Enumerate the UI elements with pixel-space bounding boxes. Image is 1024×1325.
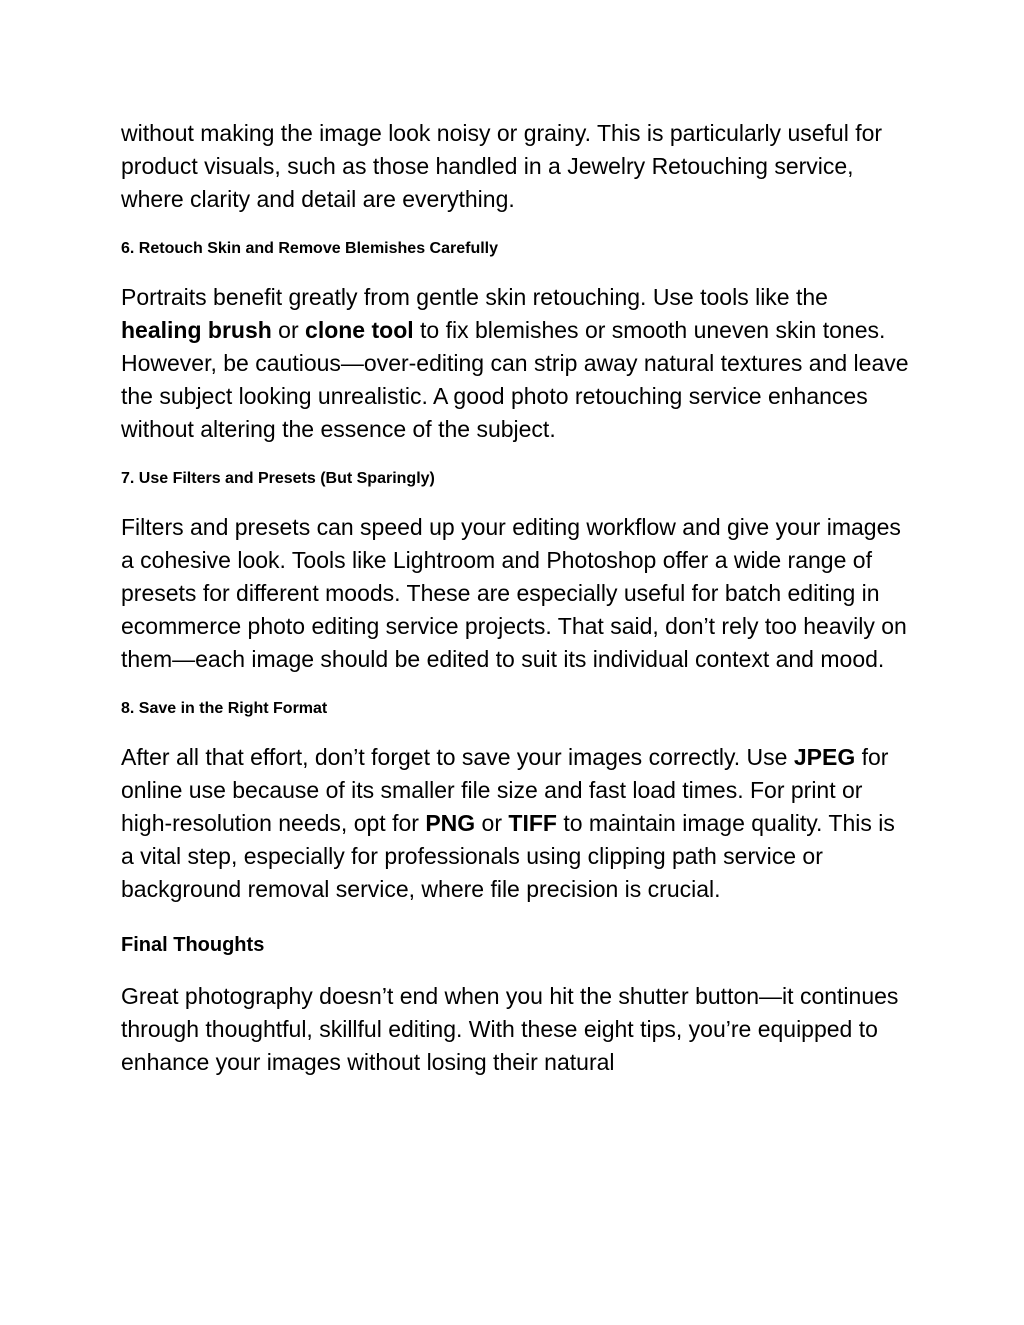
final-thoughts-paragraph: Great photography doesn’t end when you hit the shutter button—it continues through thoughtful, skillful editing. With these eight tips, you’re equipped to enhance your images without losing their natural [121,983,899,1075]
section-6-text-2: or [271,317,306,343]
intro-paragraph: without making the image look noisy or grainy. This is particularly useful for product visuals, such as those handled in a Jewelry Retouching service, where clarity and detail are everything. [121,120,883,212]
section-6-text-3: to fix blemishes or smooth uneven skin tones. However, be cautious—over-editing can strip away natural textures and leave the subject looking unrealistic. A good photo retouching service enhances without altering the essence of the subject. [121,317,909,442]
section-8-text-1: After all that effort, don’t forget to save your images correctly. Use [121,744,794,770]
section-6-heading: 6. Retouch Skin and Remove Blemishes Carefully [121,240,499,257]
section-8-text-2: for online use because of its smaller file size and fast load times. For print or high-resolution needs, opt for [121,744,889,836]
section-8-bold-jpeg: JPEG [793,744,856,770]
document-page [121,117,911,1079]
section-8-bold-tiff: TIFF [508,810,557,836]
section-6-bold-clone-tool: clone tool [305,317,414,343]
section-6-text-1: Portraits benefit greatly from gentle skin retouching. Use tools like the [121,284,828,310]
section-8-text-4: to maintain image quality. This is a vital step, especially for professionals using clipping path service or background removal service, where file precision is crucial. [121,810,895,902]
final-thoughts-heading: Final Thoughts [121,934,265,956]
section-7-heading: 7. Use Filters and Presets (But Sparingly) [121,470,435,487]
section-6-paragraph [121,281,911,446]
section-8-paragraph [121,741,911,906]
section-8-heading: 8. Save in the Right Format [121,700,328,717]
section-6-bold-healing-brush: healing brush [121,317,272,343]
section-8-text-3: or [475,810,509,836]
section-7-paragraph: Filters and presets can speed up your editing workflow and give your images a cohesive look. Tools like Lightroom and Photoshop offer a wide range of presets for different moods. These are especially useful for batch editing in ecommerce photo editing service projects. That said, don’t rely too heavily on them—each image should be edited to suit its individual context and mood. [121,514,907,672]
section-8-bold-png: PNG [425,810,476,836]
